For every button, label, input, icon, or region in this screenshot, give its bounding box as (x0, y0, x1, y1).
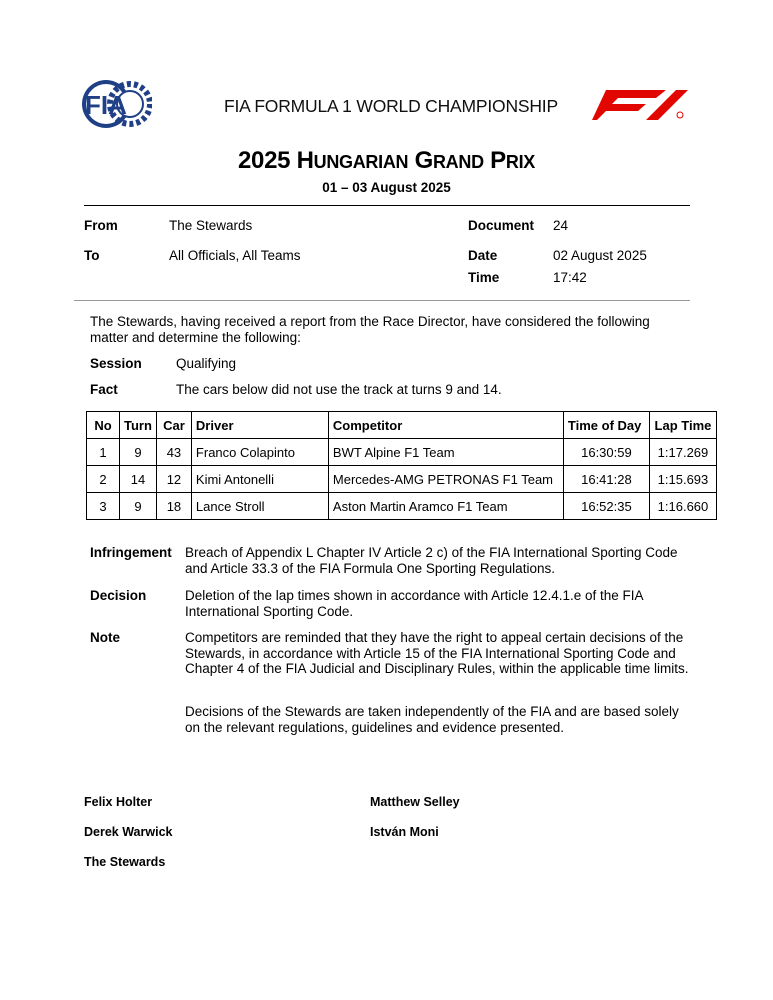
date-value: 02 August 2025 (553, 248, 647, 263)
cell-no: 3 (87, 493, 120, 520)
cell-time-of-day: 16:52:35 (563, 493, 649, 520)
time-label: Time (468, 270, 500, 285)
cell-car: 43 (156, 439, 191, 466)
svg-text:FIA: FIA (85, 90, 127, 120)
from-value: The Stewards (169, 218, 253, 233)
cell-competitor: Aston Martin Aramco F1 Team (328, 493, 563, 520)
intro-paragraph: The Stewards, having received a report from the Race Director, have considered the following matter and determine the following: (90, 314, 650, 345)
fact-value: The cars below did not use the track at turns 9 and 14. (176, 382, 502, 397)
event-dates: 01 – 03 August 2025 (322, 180, 451, 195)
col-header-no: No (87, 412, 120, 439)
note-text: Competitors are reminded that they have the right to appeal certain decisions of the Stewards, in accordance with Article 15 of the FIA International Sporting Code and Chapter 4 of the FIA Judicial and Disciplinary Rules, within the applicable time limits. (185, 630, 689, 676)
col-header-competitor: Competitor (328, 412, 563, 439)
fact-label: Fact (90, 382, 118, 397)
cell-driver: Lance Stroll (191, 493, 328, 520)
col-header-car: Car (156, 412, 191, 439)
infringement-label: Infringement (90, 545, 172, 560)
cell-lap-time: 1:17.269 (649, 439, 716, 466)
decision-label: Decision (90, 588, 147, 603)
document-value: 24 (553, 218, 569, 233)
page-title: 2025 HUNGARIAN GRAND PRIX (238, 147, 535, 174)
f1-logo (592, 90, 690, 120)
table-row (87, 439, 717, 466)
steward-name-2: Matthew Selley (370, 795, 460, 809)
table-row (87, 466, 717, 493)
stewards-footer: The Stewards (84, 855, 166, 869)
cell-lap-time: 1:16.660 (649, 493, 716, 520)
fia-logo (80, 78, 152, 130)
cell-lap-time: 1:15.693 (649, 466, 716, 493)
date-label: Date (468, 248, 498, 263)
session-label: Session (90, 356, 142, 371)
steward-name-1: Felix Holter (84, 795, 153, 809)
f1-logo-icon (592, 90, 690, 120)
infringement-text: Breach of Appendix L Chapter IV Article 2 c) of the FIA International Sporting Code and Article 33.3 of the FIA Formula One Sporting Regulations. (185, 545, 678, 576)
cell-competitor: Mercedes-AMG PETRONAS F1 Team (328, 466, 563, 493)
cell-driver: Franco Colapinto (191, 439, 328, 466)
table-header-row (87, 412, 717, 439)
table-row (87, 493, 717, 520)
note-text-2: Decisions of the Stewards are taken independently of the FIA and are based solely on the relevant regulations, guidelines and evidence presented. (185, 704, 679, 735)
steward-name-3: Derek Warwick (84, 825, 173, 839)
decision-text: Deletion of the lap times shown in accordance with Article 12.4.1.e of the FIA International Sporting Code. (185, 588, 643, 619)
cell-time-of-day: 16:30:59 (563, 439, 649, 466)
cell-competitor: BWT Alpine F1 Team (328, 439, 563, 466)
to-value: All Officials, All Teams (169, 248, 301, 263)
col-header-lap-time: Lap Time (649, 412, 716, 439)
championship-title: FIA FORMULA 1 WORLD CHAMPIONSHIP (224, 96, 558, 116)
col-header-turn: Turn (120, 412, 157, 439)
cell-turn: 14 (120, 466, 157, 493)
from-label: From (84, 218, 118, 233)
cell-driver: Kimi Antonelli (191, 466, 328, 493)
lap-times-table (86, 411, 717, 520)
col-header-driver: Driver (191, 412, 328, 439)
divider-top (84, 205, 690, 206)
cell-no: 2 (87, 466, 120, 493)
note-label: Note (90, 630, 120, 645)
divider-bottom (74, 300, 690, 301)
cell-car: 18 (156, 493, 191, 520)
session-value: Qualifying (176, 356, 237, 371)
cell-turn: 9 (120, 493, 157, 520)
document-label: Document (468, 218, 535, 233)
time-value: 17:42 (553, 270, 587, 285)
cell-car: 12 (156, 466, 191, 493)
fia-emblem-icon (80, 78, 152, 130)
cell-turn: 9 (120, 439, 157, 466)
to-label: To (84, 248, 100, 263)
cell-no: 1 (87, 439, 120, 466)
cell-time-of-day: 16:41:28 (563, 466, 649, 493)
col-header-time-of-day: Time of Day (563, 412, 649, 439)
steward-name-4: István Moni (370, 825, 439, 839)
